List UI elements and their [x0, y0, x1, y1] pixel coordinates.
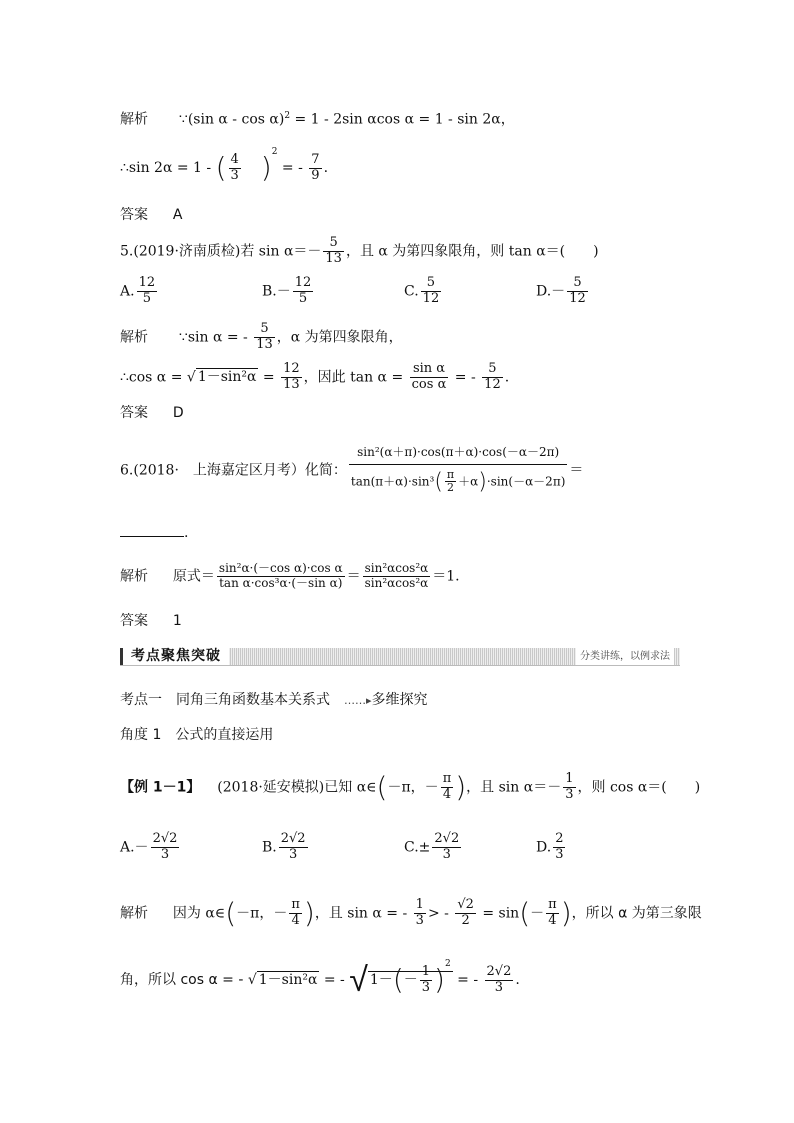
option-b[interactable] [262, 276, 315, 307]
den: 4 [548, 912, 557, 928]
text: ，且 sin α＝－ [466, 779, 562, 796]
option-a[interactable] [120, 276, 159, 307]
fill-blank[interactable] [120, 526, 184, 537]
num: π [446, 467, 455, 481]
text: ∵(sin α - cos α) [178, 111, 285, 128]
text: ·sin(－α－2π) [486, 474, 566, 489]
text: －π，－ [236, 905, 288, 922]
section-subtitle: 分类讲练，以例求法 [576, 648, 674, 665]
text: ，且 sin α = - [314, 905, 412, 922]
text: = - [452, 972, 483, 988]
num: sin²αcos²α [364, 561, 429, 575]
text: ，且 α 为第四象限角，则 tan α＝( ) [345, 243, 599, 260]
option-prefix: B.－ [262, 283, 291, 300]
den: 5 [142, 290, 151, 306]
jiexi-label: 解析 [120, 568, 148, 585]
fraction [410, 362, 449, 393]
fraction [151, 832, 180, 863]
num: 12 [283, 361, 300, 376]
option-prefix: D. [536, 839, 552, 856]
num: 12 [138, 275, 156, 290]
fraction [432, 832, 461, 863]
answer-blank[interactable] [120, 526, 188, 540]
paren: ) [478, 469, 487, 495]
option-d[interactable] [536, 832, 567, 863]
solution-line-1 [120, 112, 515, 127]
sqrt-sign: √ [349, 960, 368, 1000]
num: 5 [254, 322, 275, 338]
text: = - [277, 160, 308, 176]
num: sin α [410, 362, 449, 378]
paren: ) [434, 963, 445, 996]
num: 1 [421, 963, 431, 979]
den: 3 [555, 846, 564, 862]
fraction [485, 965, 514, 996]
option-b[interactable] [262, 832, 310, 863]
text: － [403, 972, 418, 988]
sqrt-sign: √ [247, 972, 257, 988]
topic-heading [120, 693, 428, 707]
fraction [281, 362, 302, 393]
text: 角度 1 公式的直接运用 [120, 727, 274, 743]
den: cos α [411, 376, 447, 392]
num: √2 [457, 897, 474, 912]
exponent: 2 [284, 111, 291, 121]
radicand [368, 959, 453, 996]
solution-6 [120, 562, 460, 591]
den: 12 [422, 290, 440, 306]
text: = - [319, 972, 350, 988]
question-6 [120, 446, 583, 495]
den: sin²αcos²α [364, 575, 429, 590]
fraction [309, 153, 321, 184]
fraction [229, 153, 241, 184]
arrow-icon: ……▸ [344, 694, 372, 707]
paren: ) [260, 151, 272, 184]
num: 2 [555, 831, 564, 846]
num: 5 [421, 276, 442, 292]
radicand: 1－sin²α [258, 972, 318, 988]
num: 12 [294, 275, 312, 290]
fraction [289, 898, 302, 929]
fraction [254, 322, 275, 353]
text: 原式＝ [172, 568, 215, 585]
text: － [530, 905, 545, 922]
fraction [482, 362, 503, 393]
text: . [515, 972, 520, 988]
example-1-1 [120, 772, 700, 803]
fraction [567, 276, 588, 307]
fraction [553, 832, 565, 863]
text: . [184, 525, 189, 541]
text: 5.(2019·济南质检)若 sin α＝－ [120, 243, 322, 260]
num: 5 [567, 276, 588, 292]
den: 13 [325, 250, 342, 266]
paren: ( [519, 896, 531, 930]
text: 角，所以 cos α = - [120, 972, 248, 988]
num: 2√2 [434, 831, 460, 846]
sqrt-sign: √ [186, 369, 196, 386]
den: 2 [461, 912, 470, 928]
angle-heading [120, 728, 273, 742]
answer-line-4 [120, 208, 182, 222]
text: ＝ [346, 568, 361, 585]
option-c[interactable] [404, 832, 463, 863]
den: tan α·cos³α·(－sin α) [219, 575, 343, 590]
option-c[interactable] [404, 276, 443, 307]
den: 12 [569, 290, 586, 306]
answer-value: A [172, 207, 183, 223]
text: ∴cos α = [120, 369, 187, 386]
paren: ( [434, 469, 443, 495]
num: sin²α·(－cos α)·cos α [218, 561, 343, 575]
den: 2 [447, 481, 455, 495]
paren: ( [215, 151, 227, 184]
text: . [504, 369, 510, 386]
answer-line-5 [120, 406, 184, 420]
daan-label: 答案 [120, 613, 148, 629]
example-tag: 【例 1－1】 [120, 779, 201, 796]
den: 12 [484, 376, 501, 392]
den: 13 [256, 336, 273, 352]
question-5 [120, 236, 599, 267]
jiexi-label: 解析 [120, 329, 148, 346]
fraction [414, 898, 426, 929]
radicand: 1－sin²α [197, 369, 257, 386]
den [349, 465, 567, 495]
fraction [279, 832, 308, 863]
text: ∴sin 2α = 1 - [120, 160, 216, 176]
paren: ) [560, 896, 572, 930]
solution-line-2 [120, 148, 328, 183]
num: 2√2 [280, 831, 306, 846]
den: 3 [442, 846, 451, 862]
text: 因为 α∈ [172, 905, 226, 922]
den: 3 [494, 979, 504, 995]
num: π [442, 771, 452, 786]
option-prefix: C.± [404, 839, 431, 856]
paren: ( [376, 770, 388, 804]
num: 2√2 [152, 831, 178, 846]
text: ∵sin α = - [178, 329, 253, 346]
text: = 1 - 2sin αcos α = 1 - sin 2α， [290, 111, 515, 128]
fraction [293, 276, 314, 307]
num: 5 [482, 362, 503, 378]
solution-5-line-2 [120, 362, 509, 393]
daan-label: 答案 [120, 207, 148, 223]
num: 1 [565, 771, 574, 786]
text: = sin [477, 905, 520, 922]
example-solution-line-2 [120, 959, 520, 1000]
text: = [258, 369, 280, 386]
text: 6.(2018· 上海嘉定区月考）化简： [120, 462, 347, 479]
fraction [217, 562, 345, 591]
text: ＋α [458, 474, 479, 489]
fraction [563, 772, 575, 803]
text: = - [450, 369, 481, 386]
option-prefix: B. [262, 839, 277, 856]
den: 3 [565, 786, 574, 802]
answer-value: 1 [172, 613, 182, 629]
fraction [455, 898, 476, 929]
fraction [349, 446, 567, 495]
option-prefix: A. [120, 283, 135, 300]
fraction [445, 469, 456, 495]
text: ，因此 tan α = [303, 369, 408, 386]
num: π [548, 897, 557, 912]
num: 5 [323, 236, 344, 252]
num: π [291, 897, 300, 912]
num: 1 [415, 897, 424, 912]
num: sin²(α＋π)·cos(π＋α)·cos(－α－2π) [349, 446, 567, 465]
text: 考点一 同角三角函数基本关系式 [120, 692, 344, 708]
text: －π，－ [387, 779, 439, 796]
solution-5-line-1 [120, 322, 403, 353]
den: 3 [289, 846, 298, 862]
fraction [546, 898, 559, 929]
text: (2018·延安模拟)已知 α∈ [217, 779, 377, 796]
den: 9 [311, 167, 320, 183]
num: 2√2 [486, 963, 512, 979]
text: > - [427, 905, 454, 922]
den: 13 [283, 376, 300, 392]
num: 7 [311, 151, 320, 167]
fraction [137, 276, 158, 307]
jiexi-label: 解析 [120, 905, 148, 922]
text: ＝ [569, 462, 584, 479]
option-d[interactable] [536, 276, 590, 307]
den: 3 [160, 846, 170, 862]
text: tan(π＋α)·sin³ [350, 474, 435, 489]
answer-value: D [172, 405, 184, 421]
option-prefix: C. [404, 283, 419, 300]
exponent: 2 [444, 959, 451, 969]
text: 多维探究 [371, 692, 428, 708]
text: . [323, 160, 329, 176]
text: ，则 cos α＝( ) [577, 779, 701, 796]
section-title: 考点聚焦突破 [120, 648, 229, 665]
den: 3 [421, 979, 431, 995]
section-header-bar [120, 648, 680, 666]
text: ＝1. [432, 568, 460, 585]
den: 4 [442, 786, 452, 802]
paren: ) [455, 770, 467, 804]
paren: ) [303, 896, 315, 930]
fraction [420, 965, 432, 996]
exponent: 2 [271, 147, 278, 157]
example-solution-line-1 [120, 898, 702, 929]
den: 4 [291, 912, 300, 928]
text: 1－ [369, 972, 393, 988]
jiexi-label: 解析 [120, 111, 148, 128]
paren: ( [225, 896, 237, 930]
daan-label: 答案 [120, 405, 148, 421]
text: ，α 为第四象限角， [276, 329, 403, 346]
den: 3 [230, 167, 239, 183]
num: 4 [230, 151, 239, 167]
option-prefix: D.－ [536, 283, 566, 300]
answer-line-6 [120, 614, 182, 628]
den: 3 [415, 912, 424, 928]
fraction [421, 276, 442, 307]
option-prefix: A.－ [120, 839, 149, 856]
option-a[interactable] [120, 832, 181, 863]
text: ，所以 α 为第三象限 [571, 905, 702, 922]
paren: ( [392, 963, 404, 996]
fraction [441, 772, 454, 803]
fraction [363, 562, 431, 591]
den: 5 [298, 290, 308, 306]
fraction [323, 236, 344, 267]
